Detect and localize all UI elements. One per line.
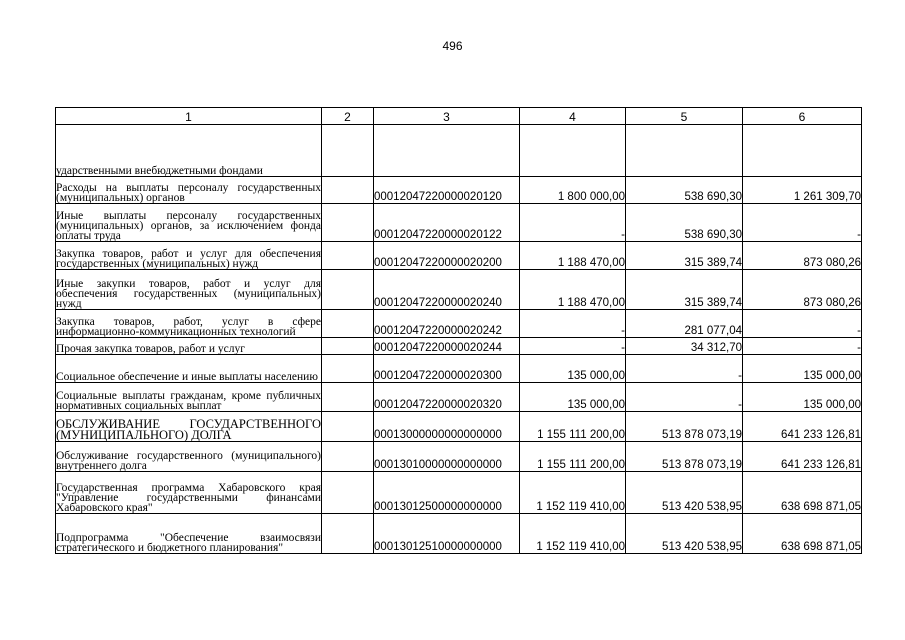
row-executed: 513 420 538,95 (626, 472, 743, 514)
table-row (56, 204, 862, 242)
row-col2 (322, 338, 374, 355)
row-col2 (322, 204, 374, 242)
row-remaining: 135 000,00 (743, 355, 862, 383)
row-name: Закупка товаров, работ, услуг в сфере информационно-коммуникационных технологий (56, 310, 322, 338)
column-header: 6 (743, 108, 862, 125)
table-row (56, 310, 862, 338)
row-name: ОБСЛУЖИВАНИЕ ГОСУДАРСТВЕННОГО (МУНИЦИПАЛЬНОГО) ДОЛГА (56, 412, 322, 442)
row-code: 00013010000000000000 (374, 442, 520, 472)
row-remaining: 873 080,26 (743, 242, 862, 270)
row-remaining (743, 125, 862, 177)
row-executed: - (626, 355, 743, 383)
row-executed: 513 878 073,19 (626, 442, 743, 472)
row-approved: 1 155 111 200,00 (520, 442, 626, 472)
row-col2 (322, 412, 374, 442)
row-name: Прочая закупка товаров, работ и услуг (56, 338, 322, 355)
row-approved (520, 125, 626, 177)
row-approved: 135 000,00 (520, 355, 626, 383)
row-name: Государственная программа Хабаровского края "Управление государственными финансами Хабаровского края" (56, 472, 322, 514)
row-code: 00012047220000020320 (374, 383, 520, 412)
table-row (56, 338, 862, 355)
table-row (56, 442, 862, 472)
row-code: 00012047220000020242 (374, 310, 520, 338)
row-col2 (322, 383, 374, 412)
row-name: Расходы на выплаты персоналу государственных (муниципальных) органов (56, 177, 322, 204)
row-approved: 1 155 111 200,00 (520, 412, 626, 442)
table-row (56, 270, 862, 310)
row-col2 (322, 442, 374, 472)
row-col2 (322, 177, 374, 204)
row-code: 00012047220000020120 (374, 177, 520, 204)
row-executed: 315 389,74 (626, 242, 743, 270)
row-approved: - (520, 310, 626, 338)
budget-table (55, 107, 862, 554)
row-remaining: 873 080,26 (743, 270, 862, 310)
row-name: Закупка товаров, работ и услуг для обеспечения государственных (муниципальных) нужд (56, 242, 322, 270)
row-remaining: 135 000,00 (743, 383, 862, 412)
table-row (56, 412, 862, 442)
row-executed: 315 389,74 (626, 270, 743, 310)
column-header: 4 (520, 108, 626, 125)
row-col2 (322, 514, 374, 554)
row-executed: - (626, 383, 743, 412)
table-row (56, 514, 862, 554)
row-remaining: 1 261 309,70 (743, 177, 862, 204)
row-remaining: 641 233 126,81 (743, 442, 862, 472)
page-number: 496 (442, 39, 463, 53)
row-col2 (322, 242, 374, 270)
row-name: Подпрограмма "Обеспечение взаимосвязи стратегического и бюджетного планирования" (56, 514, 322, 554)
column-header: 3 (374, 108, 520, 125)
row-approved: 1 188 470,00 (520, 242, 626, 270)
row-executed: 538 690,30 (626, 204, 743, 242)
row-name: Иные выплаты персоналу государственных (муниципальных) органов, за исключением фонда оплаты труда (56, 204, 322, 242)
row-executed: 281 077,04 (626, 310, 743, 338)
column-header: 2 (322, 108, 374, 125)
row-executed: 513 420 538,95 (626, 514, 743, 554)
row-code: 00013012510000000000 (374, 514, 520, 554)
column-header: 1 (56, 108, 322, 125)
row-name: Социальные выплаты гражданам, кроме публичных нормативных социальных выплат (56, 383, 322, 412)
row-col2 (322, 355, 374, 383)
row-code: 00012047220000020200 (374, 242, 520, 270)
row-remaining: - (743, 204, 862, 242)
row-remaining: - (743, 310, 862, 338)
row-col2 (322, 472, 374, 514)
row-approved: 1 152 119 410,00 (520, 514, 626, 554)
row-code: 00012047220000020300 (374, 355, 520, 383)
table-row (56, 472, 862, 514)
row-approved: 135 000,00 (520, 383, 626, 412)
row-name: Иные закупки товаров, работ и услуг для обеспечения государственных (муниципальных) нужд (56, 270, 322, 310)
table-header-row (56, 108, 862, 125)
row-code: 00013012500000000000 (374, 472, 520, 514)
row-executed: 34 312,70 (626, 338, 743, 355)
row-remaining: 638 698 871,05 (743, 472, 862, 514)
row-code: 00012047220000020244 (374, 338, 520, 355)
row-remaining: - (743, 338, 862, 355)
row-approved: - (520, 338, 626, 355)
row-approved: - (520, 204, 626, 242)
row-executed (626, 125, 743, 177)
row-name: Социальное обеспечение и иные выплаты населению (56, 355, 322, 383)
table-row (56, 355, 862, 383)
row-approved: 1 800 000,00 (520, 177, 626, 204)
table-row (56, 242, 862, 270)
row-name: ударственными внебюджетными фондами (56, 125, 322, 177)
row-col2 (322, 125, 374, 177)
row-code: 00012047220000020240 (374, 270, 520, 310)
row-col2 (322, 310, 374, 338)
row-col2 (322, 270, 374, 310)
row-remaining: 638 698 871,05 (743, 514, 862, 554)
row-remaining: 641 233 126,81 (743, 412, 862, 442)
row-approved: 1 152 119 410,00 (520, 472, 626, 514)
table-row (56, 177, 862, 204)
table-row (56, 125, 862, 177)
row-executed: 513 878 073,19 (626, 412, 743, 442)
row-code: 00013000000000000000 (374, 412, 520, 442)
row-executed: 538 690,30 (626, 177, 743, 204)
column-header: 5 (626, 108, 743, 125)
row-approved: 1 188 470,00 (520, 270, 626, 310)
table-row (56, 383, 862, 412)
row-code: 00012047220000020122 (374, 204, 520, 242)
row-name: Обслуживание государственного (муниципального) внутреннего долга (56, 442, 322, 472)
row-code (374, 125, 520, 177)
